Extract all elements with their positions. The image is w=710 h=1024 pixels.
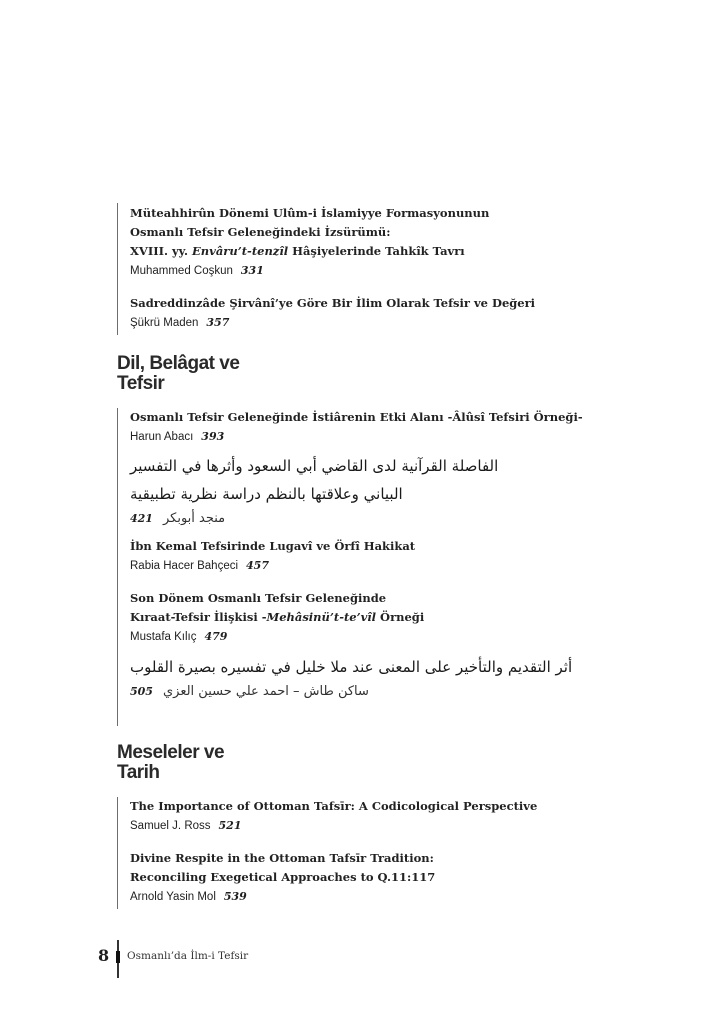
entry-title-line: Osmanlı Tefsir Geleneğinde İstiârenin Etki Alanı -Âlûsî Tefsiri Örneği-: [130, 410, 583, 424]
entry-title-line: Sadreddinzâde Şirvânî’ye Göre Bir İlim Olarak Tefsir ve Değeri: [130, 296, 536, 310]
entry-author: Muhammed Coşkun: [130, 265, 233, 277]
toc-entry-6: [130, 589, 638, 646]
entry-meta: [130, 887, 638, 906]
arabic-title-line: البياني وعلاقتها بالنظم دراسة نظرية تطبيقية: [130, 485, 403, 503]
entry-meta: [130, 508, 638, 530]
toc-group-2: [117, 408, 638, 726]
section-heading-line: Tefsir: [117, 373, 165, 394]
section-heading: [117, 743, 224, 783]
entry-page-number[interactable]: 539: [223, 890, 247, 903]
entry-meta: [130, 556, 638, 575]
entry-title-line: Kıraat-Tefsir İlişkisi -Mehâsinü’t-te’vîl Örneği: [130, 610, 425, 624]
entry-title-line: Müteahhirûn Dönemi Ulûm-i İslamiyye Formasyonunun: [130, 206, 490, 220]
toc-group-3: [117, 797, 638, 909]
entry-author: Samuel J. Ross: [130, 820, 211, 832]
entry-meta: [130, 627, 638, 646]
entry-title-line: The Importance of Ottoman Tafsīr: A Codicological Perspective: [130, 799, 538, 813]
entry-author: Şükrü Maden: [130, 317, 199, 329]
arabic-title-line: أثر التقديم والتأخير على المعنى عند ملا خليل في تفسيره بصيرة القلوب: [130, 658, 573, 676]
entry-title-line: Reconciling Exegetical Approaches to Q.11:117: [130, 870, 436, 884]
section-heading-line: Dil, Belâgat ve: [117, 353, 240, 374]
toc-entry-9: [130, 849, 638, 906]
entry-title-line: Osmanlı Tefsir Geleneğindeki İzsürümü:: [130, 225, 391, 239]
footer-page-number: 8: [98, 946, 110, 965]
toc-group-1: [117, 203, 638, 335]
toc-entry-2: [130, 294, 638, 332]
toc-entry-4: [130, 452, 638, 530]
entry-page-number[interactable]: 331: [240, 264, 264, 277]
section-heading: [117, 354, 239, 394]
footer-marker: [116, 951, 120, 963]
entry-page-number[interactable]: 479: [204, 630, 228, 643]
entry-page-number[interactable]: 393: [201, 430, 225, 443]
entry-meta: [130, 427, 638, 446]
section-heading-line: Meseleler ve: [117, 742, 225, 763]
italic-title: Mehâsinü’t-te’vîl: [266, 610, 377, 624]
entry-author: Mustafa Kılıç: [130, 631, 197, 643]
entry-meta: [130, 261, 638, 280]
toc-entry-8: [130, 797, 638, 835]
entry-meta: [130, 816, 638, 835]
entry-title-line: XVIII. yy. Envâru’t-tenzîl Hâşiyelerinde Tahkîk Tavrı: [130, 244, 465, 258]
entry-page-number[interactable]: 421: [130, 512, 153, 525]
entry-page-number[interactable]: 357: [206, 316, 230, 329]
entry-title-line: Divine Respite in the Ottoman Tafsīr Tradition:: [130, 851, 434, 865]
toc-entry-5: [130, 537, 638, 575]
entry-meta: [130, 313, 638, 332]
entry-page-number[interactable]: 521: [218, 819, 242, 832]
arabic-title-line: الفاصلة القرآنية لدى القاضي أبي السعود وأثرها في التفسير: [130, 457, 499, 475]
entry-author: Arnold Yasin Mol: [130, 891, 216, 903]
entry-title-line: Son Dönem Osmanlı Tefsir Geleneğinde: [130, 591, 387, 605]
entry-title-line: İbn Kemal Tefsirinde Lugavî ve Örfî Hakikat: [130, 539, 416, 553]
entry-author: Harun Abacı: [130, 431, 194, 443]
entry-meta: [130, 681, 638, 703]
entry-author: Rabia Hacer Bahçeci: [130, 560, 239, 572]
italic-title: Envâru’t-tenzîl: [192, 244, 289, 258]
entry-author: ساكن طاش – احمد علي حسين العزي: [162, 684, 369, 699]
entry-page-number[interactable]: 505: [130, 685, 153, 698]
toc-entry-1: [130, 204, 638, 280]
section-heading-line: Tarih: [117, 762, 160, 783]
footer-book-title: Osmanlı’da İlm-i Tefsir: [127, 950, 249, 962]
toc-entry-7: [130, 653, 638, 703]
toc-entry-3: [130, 408, 638, 446]
entry-author: منجد أبوبكر: [162, 511, 226, 526]
entry-page-number[interactable]: 457: [246, 559, 269, 572]
